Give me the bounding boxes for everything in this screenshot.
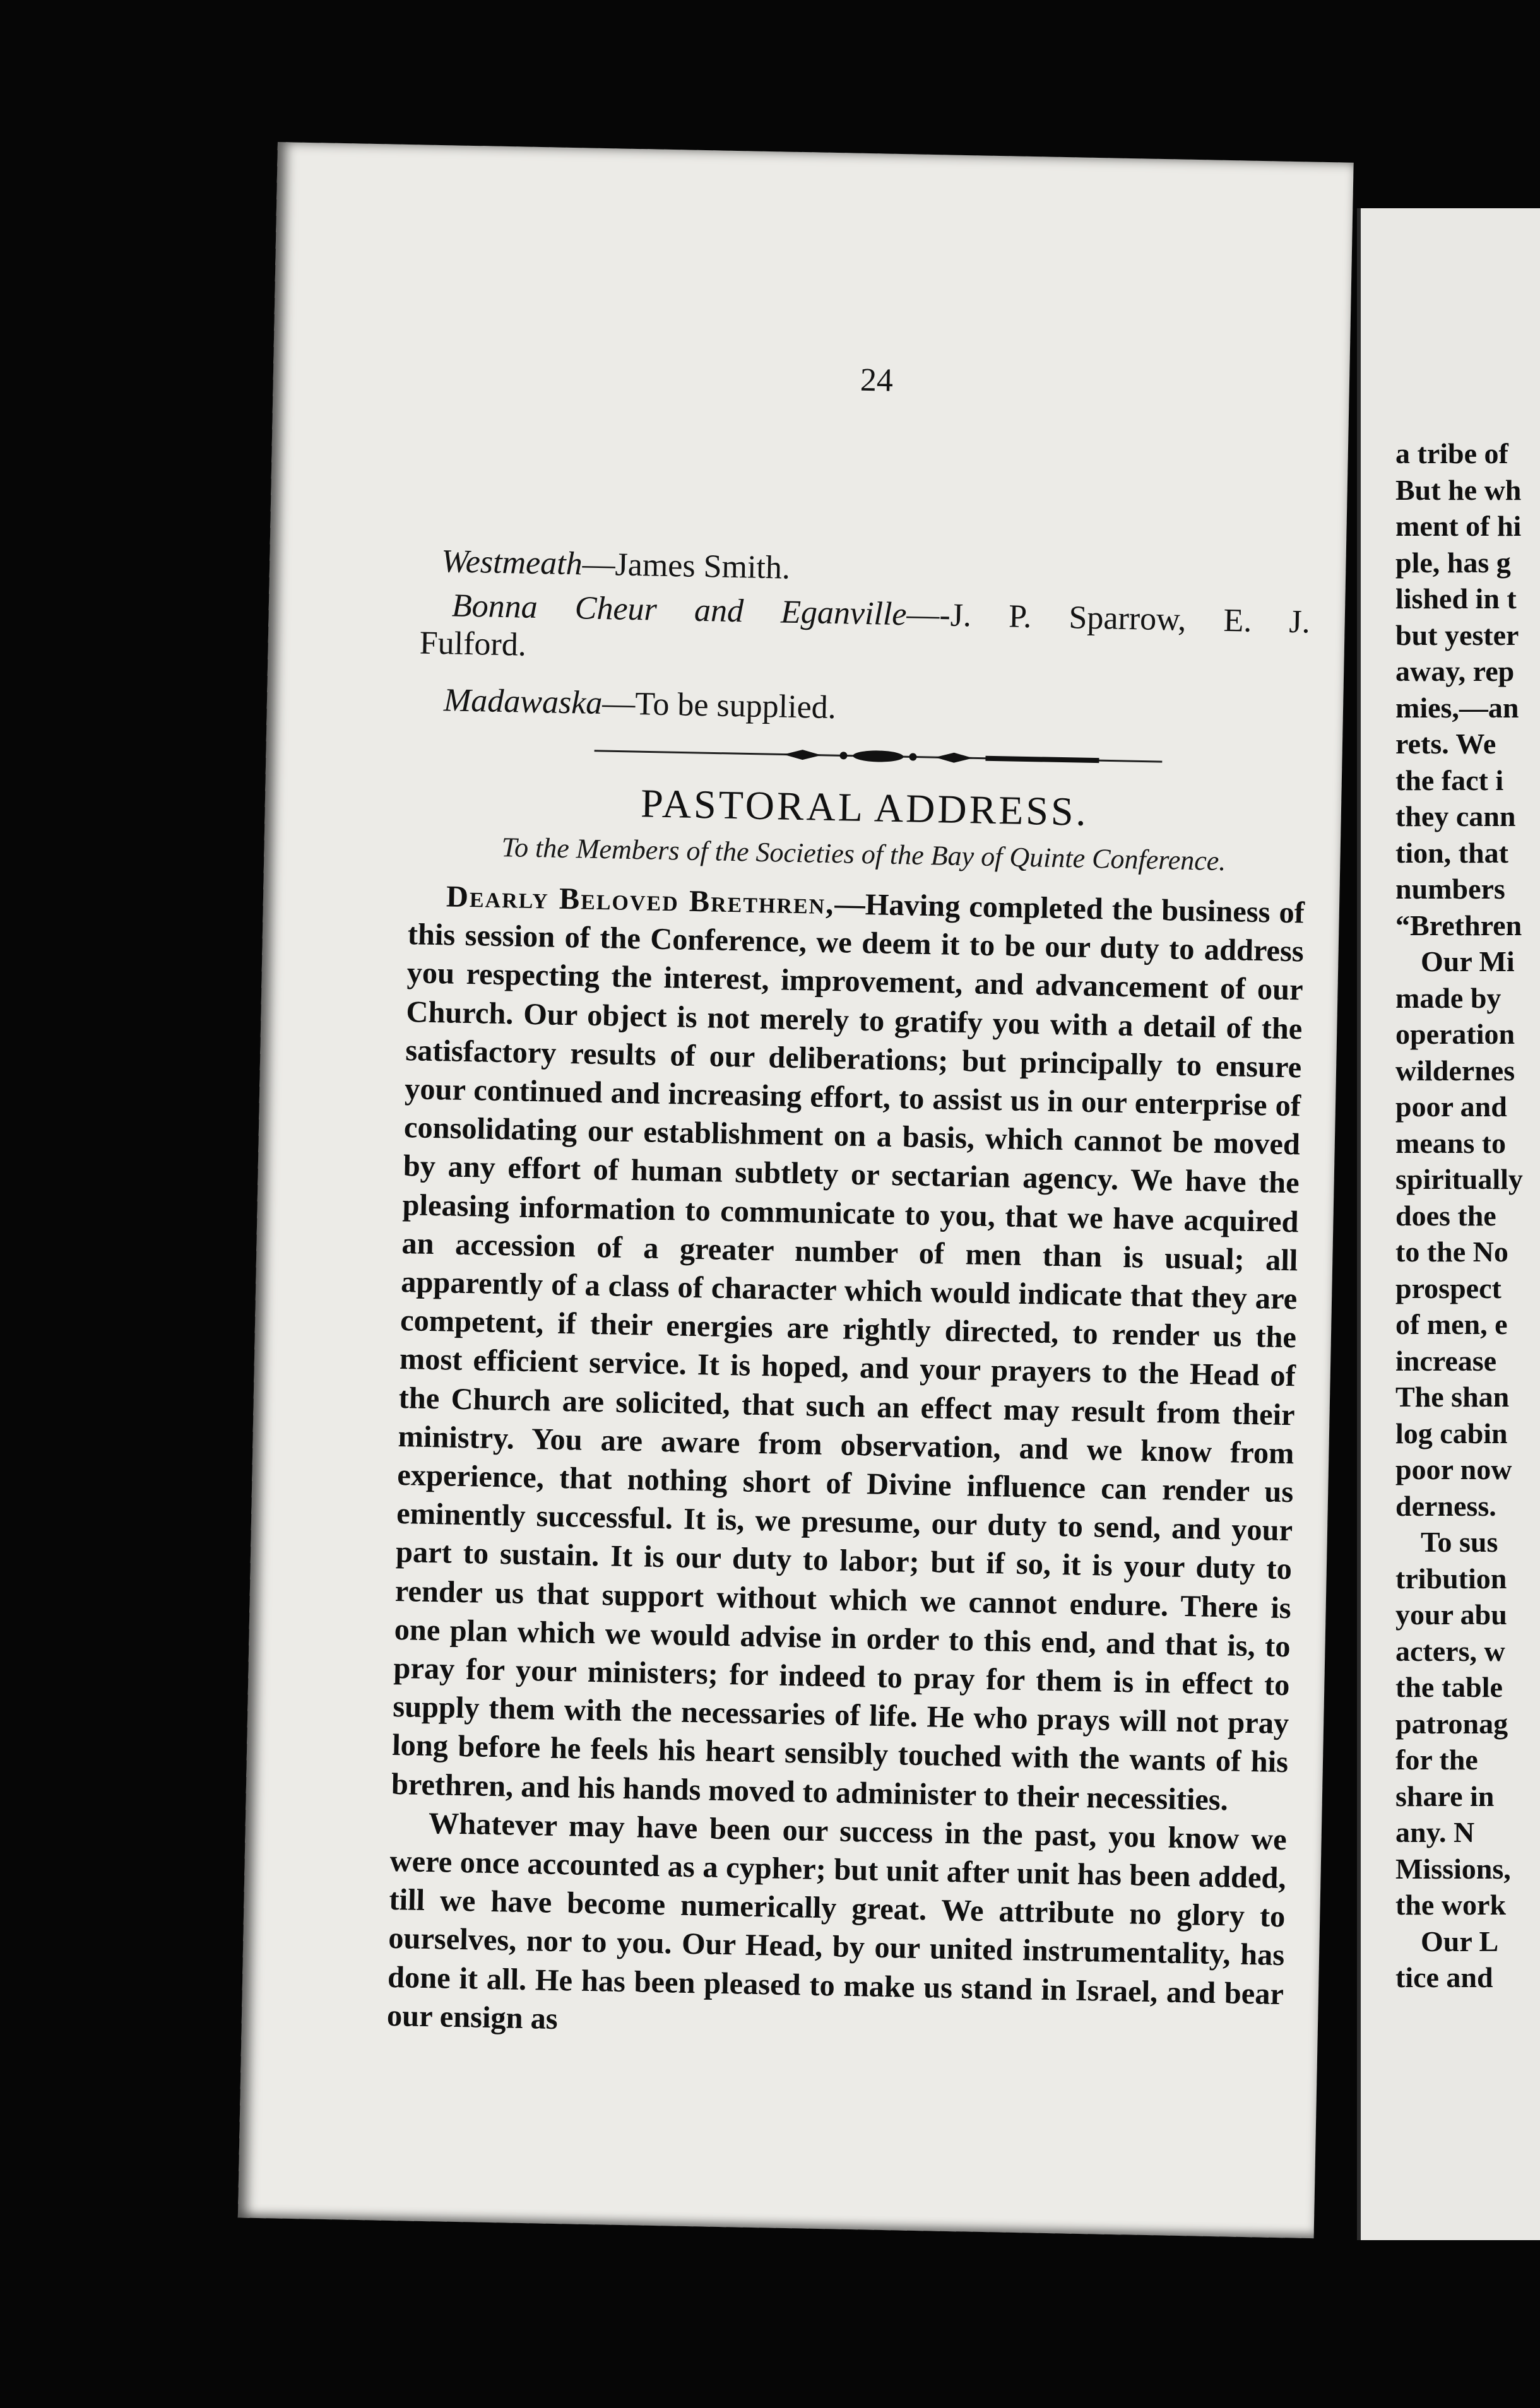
right-page-line: But he wh: [1395, 473, 1522, 506]
right-page-line: poor and: [1395, 1090, 1507, 1123]
right-page-line: rets. We: [1395, 728, 1496, 760]
right-page-line: prospect: [1395, 1272, 1502, 1304]
right-page-line: To sus: [1421, 1526, 1498, 1558]
right-page-line: lished in t: [1395, 582, 1517, 615]
appointment-place: Westmeath: [441, 543, 583, 582]
right-page-line: The shan: [1395, 1381, 1510, 1413]
appointment-name: —To be supplied.: [601, 685, 837, 726]
right-page-line: a tribe of: [1395, 437, 1508, 469]
appointment-place: Madawaska: [443, 682, 603, 722]
appointment-name: —-J. P. Sparrow, E. J.: [906, 596, 1311, 640]
paragraph-1-text: —Having completed the business of this session of the Conference, we deem it to be our duty to address you respecting the interest, improvement, and advancement of our Church. Our object is not merely to gratify you with a detail of the satisfactory results of our deliberations; but principally to ensure your continued and increasing effort, to assist us in our enterprise of consolidating our establishment on a basis, which cannot be moved by any effort of human subtlety or sectarian agency. We have the pleasing information to communicate to you, that we have acquired an accession of a greater number of men than is usual; all apparently of a class of character which would indicate that they are competent, if their energies are rightly directed, to render us the most efficient service. It is hoped, and your prayers to the Head of the Church are solicited, that such an effect may result from their ministry. You are aware from observation, and we know from experience, that nothing short of Divine influence can render us eminently successful. It is, we presume, our duty to send, and your part to sustain. It is our duty to labor; but if so, it is your duty to render us that support without which we cannot endure. There is one plan which we would advise in order to this end, and that is, to pray for your ministers; for indeed to pray for them is in effect to supply them with the necessaries of life. He who prays will not pray long before he feels his heart sensibly touched with the wants of his brethren, and his hands moved to administer to their necessities.: [391, 887, 1305, 1817]
appointment-madawaska: [443, 682, 1324, 736]
right-page-line: Our L: [1421, 1925, 1499, 1957]
right-page-line: numbers: [1395, 873, 1505, 905]
right-page-line: tribution: [1395, 1562, 1507, 1595]
right-page-line: of men, e: [1395, 1308, 1508, 1340]
right-page-line: means to: [1395, 1126, 1507, 1159]
right-page-line: log cabin: [1395, 1417, 1508, 1449]
appointment-continuation: Fulford.: [419, 625, 527, 663]
right-page-line: operation: [1395, 1018, 1515, 1050]
right-page-line: ment of hi: [1395, 510, 1522, 542]
address-subtitle: To the Members of the Societies of the Bay of Quinte Conference.: [501, 832, 1226, 877]
page-number: 24: [860, 362, 894, 399]
ornamental-rule: [594, 738, 1163, 774]
right-page-line: Our Mi: [1421, 945, 1515, 977]
right-page-line: made by: [1395, 981, 1502, 1014]
right-page-line: for the: [1395, 1744, 1478, 1776]
left-book-page: [238, 142, 1354, 2238]
appointment-westmeath: [441, 543, 1322, 597]
right-page-line: tice and: [1395, 1961, 1493, 1993]
right-page-line: spiritually: [1395, 1163, 1523, 1195]
right-page-line: “Brethren: [1395, 909, 1522, 941]
right-page-line: poor now: [1395, 1453, 1512, 1485]
right-page-line: they cann: [1395, 800, 1516, 832]
paragraph-1: [391, 876, 1305, 1821]
right-page-line: does the: [1395, 1199, 1496, 1232]
right-page-line: tion, that: [1395, 836, 1508, 869]
right-page-text: [1395, 435, 1540, 1996]
right-page-line: share in: [1395, 1779, 1495, 1812]
salutation: Dearly Beloved Brethren,: [446, 880, 835, 921]
right-page-line: your abu: [1395, 1598, 1507, 1631]
right-page-line: patronag: [1395, 1707, 1508, 1740]
appointment-place: Bonna Cheur and Eganville: [451, 587, 908, 633]
address-title: PASTORAL ADDRESS.: [640, 781, 1089, 834]
right-page-line: mies,—an: [1395, 691, 1519, 724]
right-page-line: but yester: [1395, 618, 1519, 651]
right-page-line: the table: [1395, 1671, 1503, 1703]
right-page-line: the work: [1395, 1889, 1507, 1921]
right-page-line: acters, w: [1395, 1634, 1505, 1667]
right-page-line: the fact i: [1395, 764, 1504, 796]
right-page-line: ple, has g: [1395, 546, 1511, 579]
right-book-page: [1357, 208, 1540, 2240]
address-body: [386, 876, 1305, 2052]
right-page-line: away, rep: [1395, 655, 1515, 687]
right-page-line: Missions,: [1395, 1852, 1511, 1885]
right-page-line: any. N: [1395, 1816, 1475, 1848]
right-page-line: increase: [1395, 1344, 1497, 1377]
paragraph-2: Whatever may have been our success in the past, you know we were once accounted as a cypher; but unit after unit has been added, till we have become numerically great. We attribute no glory to ourselves, nor to you. Our Head, by our united instrumentality, has done it all. He has been pleased to make us stand in Israel, and bear our ensign as: [386, 1806, 1288, 2036]
appointment-name: —James Smith.: [582, 546, 791, 586]
right-page-line: derness.: [1395, 1489, 1496, 1522]
right-page-line: to the No: [1395, 1236, 1508, 1268]
right-page-line: wildernes: [1395, 1054, 1515, 1087]
